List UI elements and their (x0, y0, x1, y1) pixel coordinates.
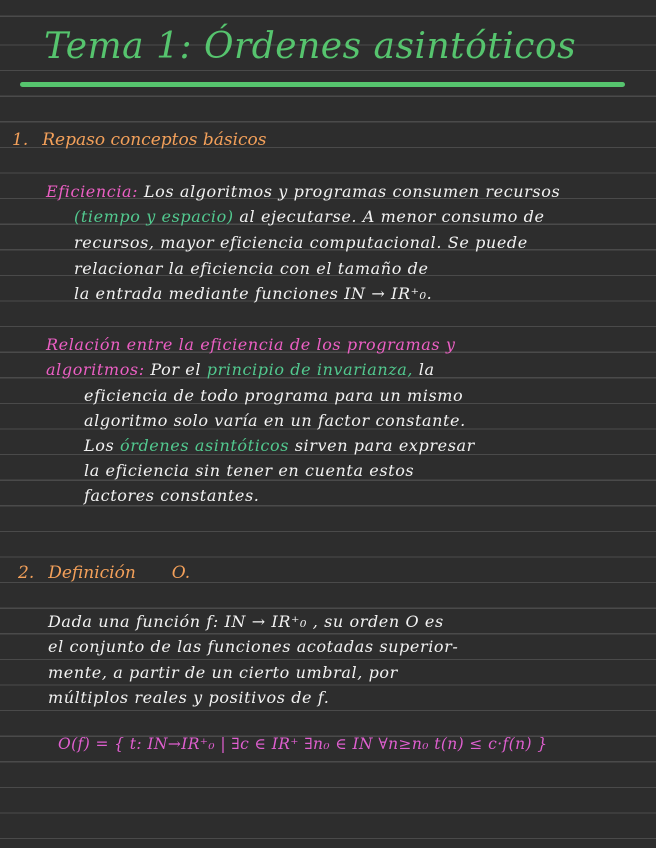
relacion-line-1: Relación entre la eficiencia de los programas y (46, 335, 456, 354)
relacion-line-2-end: la (413, 360, 435, 379)
section-2-number: 2. (18, 563, 35, 583)
eficiencia-line-2-text: al ejecutarse. A menor consumo de (233, 207, 545, 226)
section-2-symbol: O. (171, 563, 191, 583)
relacion-line-3: eficiencia de todo programa para un mismo (84, 386, 464, 405)
section-1-number: 1. (12, 130, 29, 150)
eficiencia-line-1-text: Los algoritmos y programas consumen recursos (138, 182, 561, 201)
relacion-term-end: algoritmos: (46, 360, 145, 379)
relacion-line-7: factores constantes. (84, 486, 260, 505)
section-2-heading (18, 563, 190, 583)
page-title: Tema 1: Órdenes asintóticos (44, 26, 577, 67)
definicion-line-2: el conjunto de las funciones acotadas superior- (48, 637, 459, 656)
relacion-line-2-mid: Por el (144, 360, 207, 379)
ordenes-asintoticos: órdenes asintóticos (119, 436, 290, 455)
definition-formula: O(f) = { t: IN→IR⁺₀ | ∃c ∈ IR⁺ ∃n₀ ∈ IN ∀n≥n₀ t(n) ≤ c·f(n) } (58, 735, 548, 753)
eficiencia-line-2 (74, 207, 545, 227)
principio-invarianza: principio de invarianza, (206, 360, 414, 379)
relacion-line-5-end: sirven para expresar (289, 436, 475, 455)
definicion-line-4: múltiplos reales y positivos de f. (48, 688, 330, 707)
section-1-label: Repaso conceptos básicos (42, 130, 267, 150)
eficiencia-line-5: la entrada mediante funciones IN → IR⁺₀. (74, 284, 433, 303)
relacion-line-4: algoritmo solo varía en un factor constante. (84, 411, 466, 430)
eficiencia-line-1 (46, 182, 560, 202)
relacion-line-2 (46, 360, 435, 380)
eficiencia-line-4: relacionar la eficiencia con el tamaño de (74, 259, 429, 278)
relacion-line-5-start: Los (84, 436, 120, 455)
eficiencia-highlight: (tiempo y espacio) (74, 207, 234, 226)
eficiencia-line-3: recursos, mayor eficiencia computacional. Se puede (74, 233, 528, 252)
section-2-label: Definición (48, 563, 136, 583)
eficiencia-term: Eficiencia: (46, 182, 139, 201)
definicion-line-1: Dada una función f: IN → IR⁺₀ , su orden O es (48, 612, 444, 631)
title-underline (20, 82, 625, 87)
relacion-line-6: la eficiencia sin tener en cuenta estos (84, 461, 415, 480)
relacion-line-5 (84, 436, 475, 456)
section-1-heading (12, 130, 267, 150)
definicion-line-3: mente, a partir de un cierto umbral, por (48, 663, 398, 682)
